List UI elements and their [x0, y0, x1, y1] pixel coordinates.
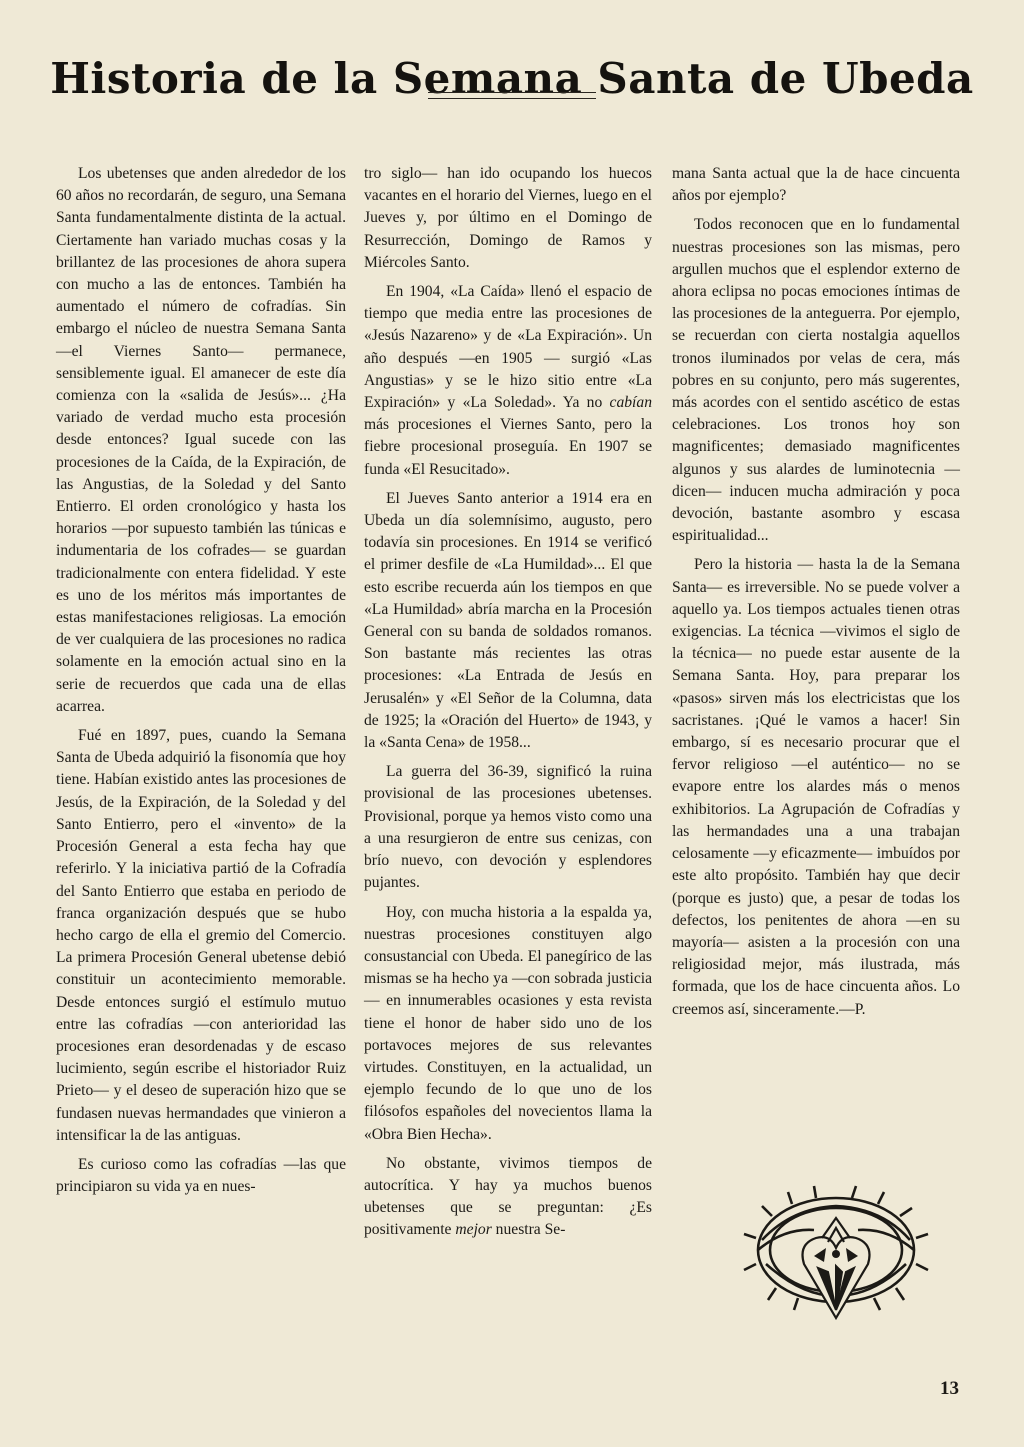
paragraph: Hoy, con mucha historia a la espalda ya, nuestras procesiones constituyen algo consustancial con Ubeda. El panegírico de las mismas se ha hecho ya —con sobrada justicia— en innumerables ocasiones y esta revista tiene el honor de haber sido uno de los portavoces mejores de sus relevantes virtudes. Constituyen, en la actualidad, un ejemplo fecundo de lo que uno de los filósofos españoles del novecientos llama la «Obra Bien Hecha».	[364, 903, 652, 1143]
text-run: más procesiones el Viernes Santo, pero la fiebre procesional proseguía. En 1907 se funda «El Resucitado».	[364, 416, 652, 478]
article-title: Historia de la Semana Santa de Ubeda	[50, 54, 974, 104]
paragraph	[364, 281, 652, 481]
paragraph: Los ubetenses que anden alrededor de los 60 años no recordarán, de seguro, una Semana Santa fundamentalmente distinta de la actual. Ciertamente han variado muchas cosas y la brillantez de las procesiones de ahora supera con mucho a las de entonces. También ha aumentado el número de cofradías. Sin embargo el núcleo de nuestra Semana Santa —el Viernes Santo— permanece, sensiblemente igual. El amanecer de este día comienza con la «salida de Jesús»... ¿Ha variado de verdad mucho esta procesión desde entonces? Igual sucede con las procesiones de la Caída, de la Expiración, de las Angustias, de la Soledad y del Santo Entierro. El orden cronológico y hasta los horarios —por supuesto también las túnicas e indumentaria de los cofrades— se guardan tradicionalmente con entera fidelidad. Y este es uno de los méritos más importantes de estas manifestaciones religiosas. La emoción de ver cualquiera de las procesiones no radica solamente en la emoción actual sino en la serie de recuerdos que cada una de ellas acarrea.	[56, 165, 346, 715]
paragraph: Es curioso como las cofradías —las que principiaron su vida ya en nues-	[56, 1155, 346, 1196]
paragraph	[364, 1153, 652, 1242]
paragraph-continued: tro siglo— han ido ocupando los huecos vacantes en el horario del Viernes, luego en el Jueves y, por último en el Domingo de Resurrección, Domingo de Ramos y Miércoles Santo.	[364, 165, 652, 271]
italic-word: cabían	[609, 394, 652, 412]
paragraph: Fué en 1897, pues, cuando la Semana Santa de Ubeda adquirió la fisonomía que hoy tiene. Habían existido antes las procesiones de Jesús, de la Expiración, de la Soledad y del Santo Entierro, pero el «invento» de la Procesión General a esta fecha hay que referirlo. Y la iniciativa partió de la Cofradía del Santo Entierro que estaba en periodo de franca organización después que se hubo hecho cargo de ella el gremio del Comercio. La primera Procesión General ubetense debió constituir un acontecimiento memorable. Desde entonces surgió el estímulo mutuo entre las cofradías —con anterioridad las procesiones eran desordenadas y de escaso lucimiento, según escribe el historiador Ruiz Prieto— y el deseo de superación hizo que se fundasen nuevas hermandades que vinieron a intensificar la de las antiguas.	[56, 727, 346, 1144]
text-run: No obstante, vivimos tiempos de autocrítica. Y hay ya muchos buenos ubetenses que se preguntan: ¿Es positivamente	[364, 1154, 652, 1239]
paragraph: Todos reconocen que en lo fundamental nuestras procesiones son las mismas, pero argullen muchos que el esplendor externo de ahora eclipsa no pocas emociones íntimas de las procesiones de la anteguerra. Por ejemplo, se recuerdan con cierta nostalgia aquellos tronos iluminados por velas de cera, más pobres en su conjunto, pero más sugerentes, más acordes con el sentido ascético de estas celebraciones. Los tronos hoy son magnificentes; demasiado magnificentes algunos y sus alardes de luminotecnia —dicen— inducen mucha admiración y poca devoción, bastante asombro y escasa espiritualidad...	[672, 216, 960, 545]
text-column-2	[364, 163, 652, 1249]
title-double-rule	[428, 92, 596, 99]
text-run: En 1904, «La Caída» llenó el espacio de tiempo que media entre las procesiones de «Jesús Nazareno» y de «La Expiración». Un año después —en 1905 — surgió «Las Angustias» y se le hizo sitio entre «La Expiración» y «La Soledad». Ya no	[364, 283, 652, 412]
paragraph: Pero la historia — hasta la de la Semana Santa— es irreversible. No se puede volver a aquello ya. Los tiempos actuales tienen otras exigencias. La técnica —vivimos el siglo de la técnica— no puede estar ausente de la Semana Santa. Hoy, para preparar los «pasos» sirven más los electricistas que los sacristanes. ¡Qué le vamos a hacer! Sin embargo, sí es necesario procurar que el fervor religioso —el auténtico— no se evapore entre los alardes más o menos exhibitorios. La Agrupación de Cofradías y las hermandades una a una trabajan celosamente —y eficazmente— imbuídos por este alto propósito. También hay que decir (porque es justo) que, a pesar de todas los defectos, los penitentes de ahora —en su mayoría— asisten a la procesión con una religiosidad mejor, más ilustrada, más formada, que los de hace cincuenta años. Lo creemos así, sinceramente.—P.	[672, 556, 960, 1018]
page-number: 13	[940, 1378, 959, 1399]
italic-word: mejor	[455, 1221, 492, 1239]
text-column-3	[672, 163, 960, 1028]
paragraph-continued: mana Santa actual que la de hace cincuenta años por ejemplo?	[672, 165, 960, 205]
paragraph: La guerra del 36-39, significó la ruina provisional de las procesiones ubetenses. Provisional, porque ya hemos visto como una a una resurgieron de entre sus cenizas, con brío nuevo, con devoción y esplendores pujantes.	[364, 763, 652, 892]
paragraph: El Jueves Santo anterior a 1914 era en Ubeda un día solemnísimo, augusto, pero todavía sin procesiones. En 1914 se verificó el primer desfile de «La Humildad»... El que esto escribe recuerda aún los tiempos en que «La Humildad» abría marcha en la Procesión General con su banda de soldados romanos. Son bastante más recientes las otras procesiones: «La Entrada de Jesús en Jerusalén» y «El Señor de la Columna, data de 1925; la «Oración del Huerto» de 1943, y la «Santa Cena» de 1958...	[364, 489, 652, 752]
text-run: nuestra Se-	[491, 1221, 566, 1239]
text-column-1	[56, 163, 346, 1205]
crown-of-thorns-sacred-heart-icon	[732, 1168, 940, 1348]
